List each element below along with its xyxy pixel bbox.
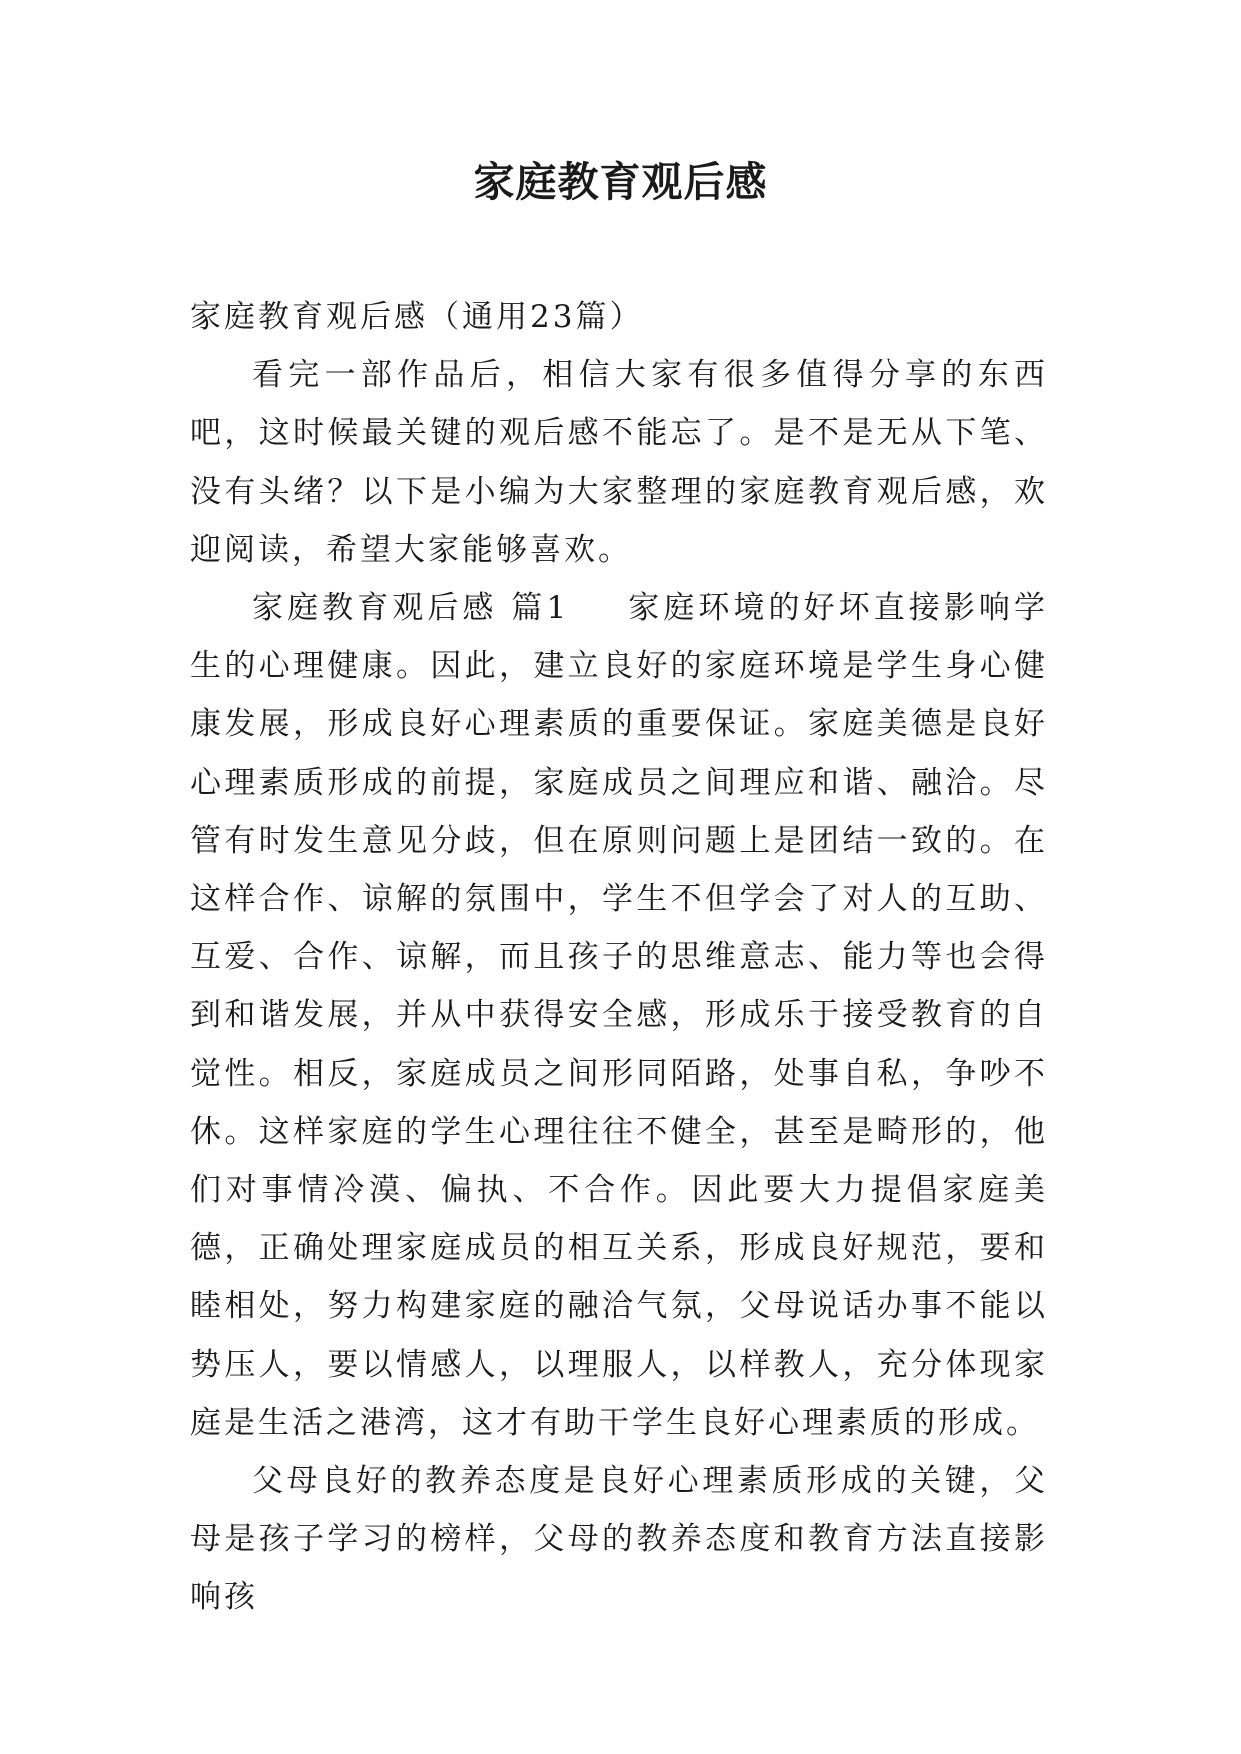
intro-paragraph: 看完一部作品后，相信大家有很多值得分享的东西吧，这时候最关键的观后感不能忘了。是不是无从下笔、没有头绪？以下是小编为大家整理的家庭教育观后感，欢迎阅读，希望大家能够喜欢。 [190, 357, 1048, 568]
document-body [190, 288, 1048, 1627]
document-subtitle: 家庭教育观后感（通用23篇） [190, 299, 644, 335]
section-1-heading: 家庭教育观后感 篇1 [252, 590, 570, 627]
section-1-paragraph-2: 父母良好的教养态度是良好心理素质形成的关键，父母是孩子学习的榜样，父母的教养态度和教育方法直接影响孩 [190, 1463, 1048, 1616]
document-title: 家庭教育观后感 [473, 158, 768, 206]
section-1-paragraph [190, 579, 1048, 1452]
section-1-text: 家庭环境的好坏直接影响学生的心理健康。因此，建立良好的家庭环境是学生身心健康发展，形成良好心理素质的重要保证。家庭美德是良好心理素质形成的前提，家庭成员之间理应和谐、融洽。尽管有时发生意见分歧，但在原则问题上是团结一致的。在这样合作、谅解的氛围中，学生不但学会了对人的互助、互爱、合作、谅解，而且孩子的思维意志、能力等也会得到和谐发展，并从中获得安全感，形成乐于接受教育的自觉性。相反，家庭成员之间形同陌路，处事自私，争吵不休。这样家庭的学生心理往往不健全，甚至是畸形的，他们对事情冷漠、偏执、不合作。因此要大力提倡家庭美德，正确处理家庭成员的相互关系，形成良好规范，要和睦相处，努力构建家庭的融洽气氛，父母说话办事不能以势压人，要以情感人，以理服人，以样教人，充分体现家庭是生活之港湾，这才有助干学生良好心理素质的形成。 [190, 590, 1048, 1441]
